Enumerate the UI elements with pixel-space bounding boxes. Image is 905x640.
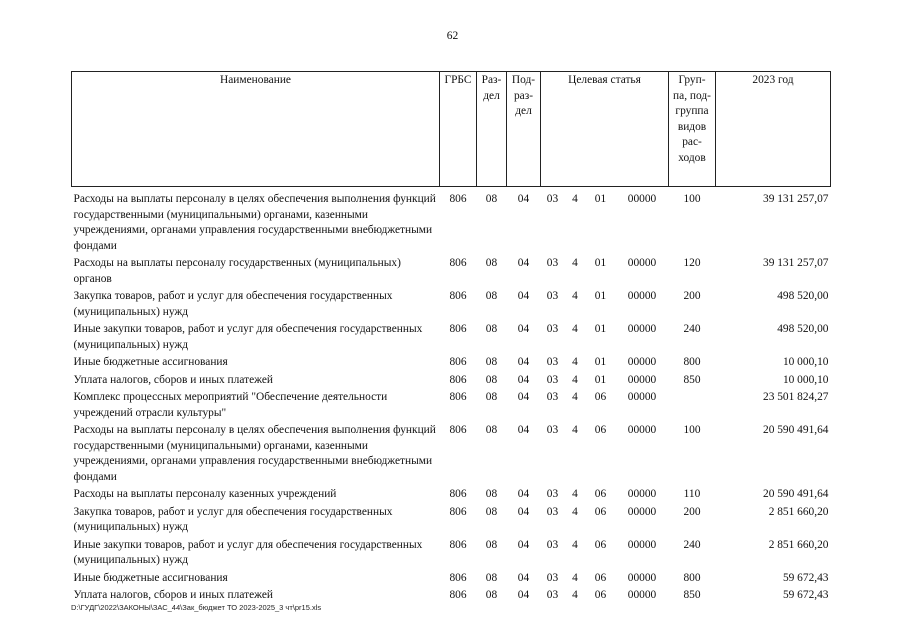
cell-vr: 240 (683, 323, 701, 335)
cell-cs4: 00000 (627, 424, 657, 436)
cell-name: Уплата налогов, сборов и иных платежей (73, 589, 273, 601)
cell-cs3: 06 (594, 488, 607, 500)
cell-cs3: 01 (594, 193, 607, 205)
cell-cs2: 4 (572, 589, 578, 601)
table-row (72, 537, 831, 570)
cell-podrazdel: 04 (517, 424, 530, 436)
cell-cs4: 00000 (627, 505, 657, 518)
cell-grbs: 806 (449, 193, 467, 205)
cell-cs1: 03 (546, 373, 559, 386)
cell-cs4: 00000 (627, 538, 657, 551)
cell-vr: 800 (683, 356, 701, 368)
cell-podrazdel: 04 (517, 538, 530, 551)
cell-cs2: 4 (572, 488, 578, 500)
cell-sum: 39 131 257,07 (763, 257, 829, 269)
header-razdel: Раз- дел (477, 72, 507, 187)
cell-name: Расходы на выплаты персоналу в целях обеспечения выполнения функций государственными (муниципальными) органами, казенными учреждениями, органами управления государственными внебюджетными фондами (73, 193, 436, 252)
cell-name: Уплата налогов, сборов и иных платежей (73, 373, 273, 386)
cell-razdel: 08 (485, 538, 498, 551)
cell-cs4: 00000 (627, 373, 657, 386)
cell-podrazdel: 04 (517, 356, 530, 368)
cell-cs1: 03 (546, 589, 559, 601)
cell-podrazdel: 04 (517, 290, 530, 302)
table-row (72, 255, 831, 288)
cell-cs2: 4 (572, 323, 578, 335)
cell-cs2: 4 (572, 571, 578, 584)
cell-vr: 850 (683, 373, 701, 386)
cell-name: Иные закупки товаров, работ и услуг для обеспечения государственных (муниципальных) нужд (73, 538, 423, 566)
cell-razdel: 08 (485, 290, 498, 302)
cell-podrazdel: 04 (517, 589, 530, 601)
cell-sum: 20 590 491,64 (763, 488, 829, 500)
cell-cs4: 00000 (627, 589, 657, 601)
cell-vr: 240 (683, 538, 701, 551)
cell-cs4: 00000 (627, 323, 657, 335)
cell-razdel: 08 (485, 505, 498, 518)
header-podrazdel: Под- раз- дел (507, 72, 541, 187)
cell-grbs: 806 (449, 424, 467, 436)
cell-vr: 110 (683, 488, 701, 500)
cell-cs2: 4 (572, 356, 578, 368)
cell-podrazdel: 04 (517, 505, 530, 518)
cell-grbs: 806 (449, 373, 467, 386)
cell-cs2: 4 (572, 193, 578, 205)
cell-sum: 20 590 491,64 (763, 424, 829, 436)
cell-cs1: 03 (546, 424, 559, 436)
cell-grbs: 806 (449, 589, 467, 601)
cell-vr: 200 (683, 290, 701, 302)
table-row (72, 389, 831, 422)
cell-razdel: 08 (485, 488, 498, 500)
table-row (72, 354, 831, 372)
cell-cs2: 4 (572, 424, 578, 436)
file-path-footer: D:\ГУДГ\2022\ЗАКОНЫ\ЗАС_44\Зак_бюджет ТО 2023-2025_3 чт\pr15.xls (71, 603, 322, 612)
cell-cs4: 00000 (627, 488, 657, 500)
cell-cs2: 4 (572, 290, 578, 302)
cell-podrazdel: 04 (517, 257, 530, 269)
cell-cs2: 4 (572, 391, 578, 403)
cell-name: Комплекс процессных мероприятий "Обеспечение деятельности учреждений отрасли культуры" (73, 391, 388, 419)
cell-vr: 120 (683, 257, 701, 269)
cell-grbs: 806 (449, 571, 467, 584)
header-name: Наименование (72, 72, 440, 187)
cell-name: Иные бюджетные ассигнования (73, 571, 228, 584)
cell-sum: 2 851 660,20 (768, 538, 829, 551)
cell-sum: 59 672,43 (782, 571, 829, 584)
cell-razdel: 08 (485, 193, 498, 205)
cell-grbs: 806 (449, 505, 467, 518)
header-grbs: ГРБС (440, 72, 477, 187)
table-row (72, 504, 831, 537)
cell-sum: 23 501 824,27 (763, 391, 829, 403)
cell-cs1: 03 (546, 505, 559, 518)
cell-cs1: 03 (546, 290, 559, 302)
cell-cs3: 06 (594, 589, 607, 601)
cell-sum: 2 851 660,20 (768, 505, 829, 518)
header-year-2023: 2023 год (716, 72, 831, 187)
cell-grbs: 806 (449, 488, 467, 500)
cell-vr (669, 389, 716, 422)
cell-razdel: 08 (485, 391, 498, 403)
cell-cs4: 00000 (627, 257, 657, 269)
cell-cs1: 03 (546, 193, 559, 205)
cell-name: Расходы на выплаты персоналу казенных учреждений (73, 488, 337, 500)
cell-podrazdel: 04 (517, 193, 530, 205)
cell-cs3: 01 (594, 257, 607, 269)
cell-cs4: 00000 (627, 571, 657, 584)
cell-cs3: 06 (594, 571, 607, 584)
header-expense-group: Груп- па, под- группа видов рас- ходов (669, 72, 716, 187)
cell-razdel: 08 (485, 257, 498, 269)
cell-razdel: 08 (485, 356, 498, 368)
cell-sum: 498 520,00 (777, 290, 829, 302)
cell-name: Закупка товаров, работ и услуг для обеспечения государственных (муниципальных) нужд (73, 290, 393, 318)
cell-grbs: 806 (449, 391, 467, 403)
cell-podrazdel: 04 (517, 488, 530, 500)
table-header-row (72, 72, 831, 187)
cell-podrazdel: 04 (517, 391, 530, 403)
cell-vr: 850 (683, 589, 701, 601)
cell-cs1: 03 (546, 488, 559, 500)
cell-cs3: 06 (594, 424, 607, 436)
cell-podrazdel: 04 (517, 571, 530, 584)
cell-cs1: 03 (546, 391, 559, 403)
cell-sum: 498 520,00 (777, 323, 829, 335)
cell-grbs: 806 (449, 323, 467, 335)
table-row (72, 288, 831, 321)
cell-cs3: 06 (594, 391, 607, 403)
cell-cs3: 01 (594, 323, 607, 335)
cell-cs3: 01 (594, 356, 607, 368)
cell-podrazdel: 04 (517, 373, 530, 386)
cell-razdel: 08 (485, 424, 498, 436)
header-target-article: Целевая статья (541, 72, 669, 187)
cell-cs2: 4 (572, 505, 578, 518)
cell-vr: 100 (683, 193, 701, 205)
budget-table (71, 71, 831, 605)
cell-razdel: 08 (485, 571, 498, 584)
cell-cs3: 01 (594, 290, 607, 302)
cell-name: Расходы на выплаты персоналу в целях обеспечения выполнения функций государственными (муниципальными) органами, казенными учреждениями, органами управления государственными внебюджетными фондами (73, 424, 436, 483)
cell-grbs: 806 (449, 290, 467, 302)
table-row (72, 570, 831, 588)
cell-sum: 10 000,10 (782, 356, 829, 368)
page-number: 62 (446, 30, 459, 42)
cell-cs4: 00000 (627, 356, 657, 368)
cell-cs3: 06 (594, 538, 607, 551)
cell-sum: 59 672,43 (782, 589, 829, 601)
cell-grbs: 806 (449, 356, 467, 368)
cell-cs1: 03 (546, 356, 559, 368)
cell-razdel: 08 (485, 323, 498, 335)
cell-cs4: 00000 (627, 391, 657, 403)
cell-cs2: 4 (572, 373, 578, 386)
cell-cs3: 01 (594, 373, 607, 386)
cell-cs4: 00000 (627, 290, 657, 302)
cell-cs1: 03 (546, 571, 559, 584)
table-row (72, 372, 831, 390)
cell-vr: 200 (683, 505, 701, 518)
cell-cs2: 4 (572, 257, 578, 269)
cell-name: Расходы на выплаты персоналу государственных (муниципальных) органов (73, 257, 401, 285)
table-row (72, 321, 831, 354)
table-row (72, 587, 831, 605)
cell-sum: 39 131 257,07 (763, 193, 829, 205)
cell-grbs: 806 (449, 538, 467, 551)
cell-cs1: 03 (546, 257, 559, 269)
cell-sum: 10 000,10 (782, 373, 829, 386)
cell-name: Иные закупки товаров, работ и услуг для обеспечения государственных (муниципальных) нужд (73, 323, 423, 351)
cell-name: Закупка товаров, работ и услуг для обеспечения государственных (муниципальных) нужд (73, 505, 393, 533)
table-row (72, 422, 831, 486)
cell-cs2: 4 (572, 538, 578, 551)
cell-cs4: 00000 (627, 193, 657, 205)
table-body (72, 191, 831, 605)
cell-cs3: 06 (594, 505, 607, 518)
cell-cs1: 03 (546, 323, 559, 335)
cell-grbs: 806 (449, 257, 467, 269)
cell-vr: 100 (683, 424, 701, 436)
table-row (72, 191, 831, 255)
cell-razdel: 08 (485, 373, 498, 386)
cell-cs1: 03 (546, 538, 559, 551)
cell-name: Иные бюджетные ассигнования (73, 356, 228, 368)
cell-podrazdel: 04 (517, 323, 530, 335)
cell-razdel: 08 (485, 589, 498, 601)
table-row (72, 486, 831, 504)
cell-vr: 800 (683, 571, 701, 584)
